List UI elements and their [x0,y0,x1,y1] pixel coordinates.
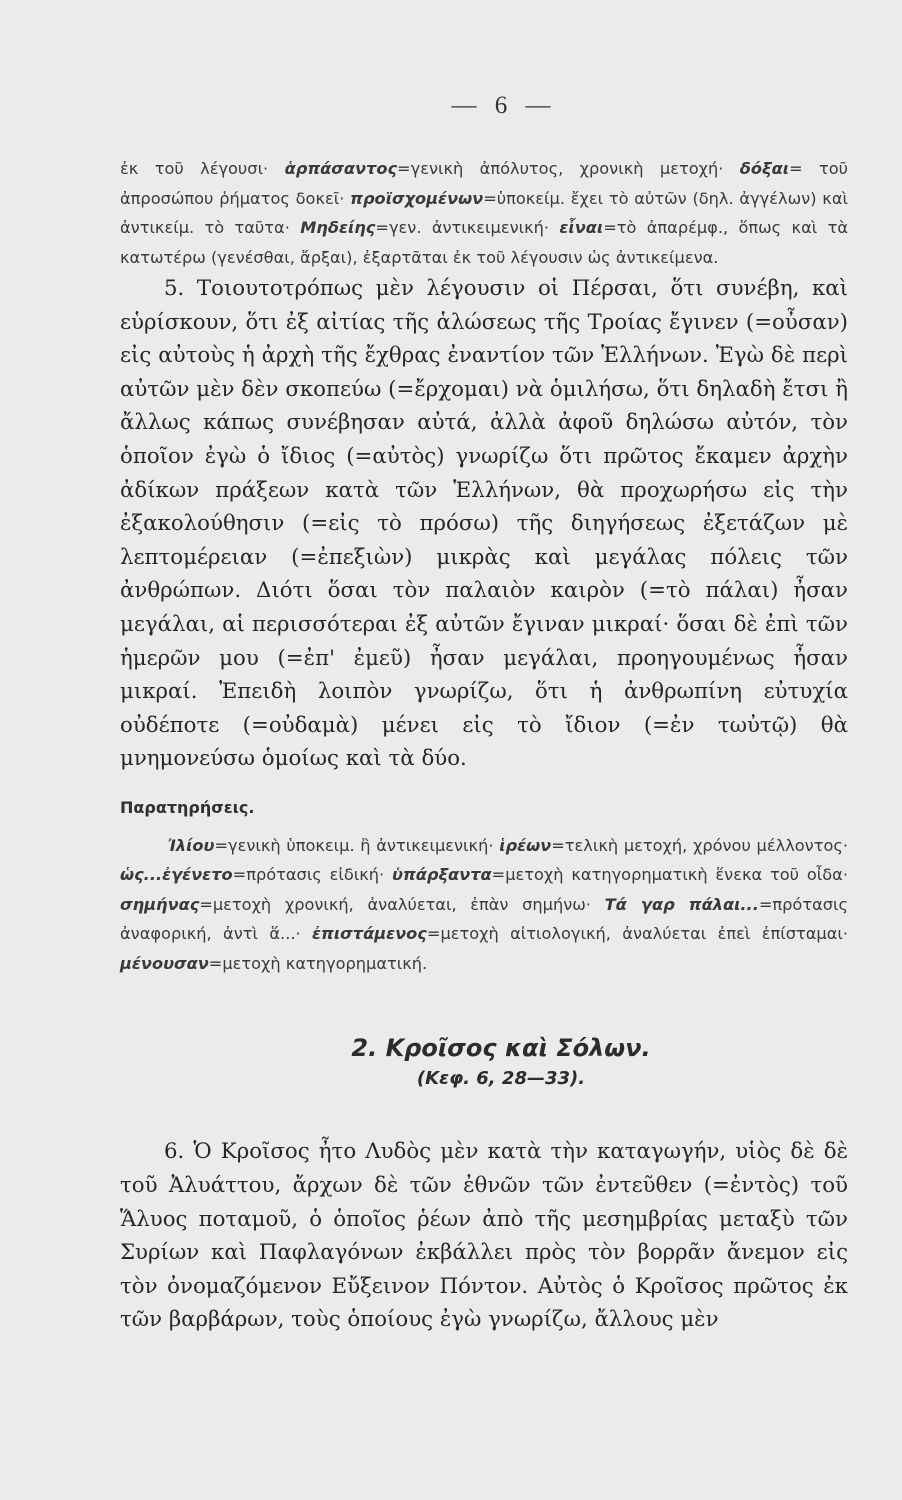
main-text-section [120,272,848,776]
paragraph-5: 5. Τοιουτοτρόπως μὲν λέγουσιν οἱ Πέρσαι, ὅτι συνέβη, καὶ εὑρίσκουν, ὅτι ἐξ αἰτίας τῆς ἁλώσεως τῆς Τροίας ἔγινεν (=οὖσαν) εἰς αὐτοὺς ἡ ἀρχὴ τῆς ἔχθρας ἐναντίον τῶν Ἑλλήνων. Ἐγὼ δὲ περὶ αὐτῶν μὲν δὲν σκοπεύω (=ἔρχομαι) νὰ ὁμιλήσω, ὅτι δηλαδὴ ἔτσι ἢ ἄλλως κάπως συνέβησαν αὐτά, ἀλλὰ ἀφοῦ δηλώσω αὐτόν, τὸν ὁποῖον ἐγὼ ὁ ἴδιος (=αὐτὸς) γνωρίζω ὅτι πρῶτος ἔκαμεν ἀρχὴν ἀδίκων πράξεων κατὰ τῶν Ἑλλήνων, θὰ προχωρήσω εἰς τὴν ἐξακολούθησιν (=εἰς τὸ πρόσω) τῆς διηγήσεως ἐξετάζων μὲ λεπτομέρειαν (=ἐπεξιὼν) μικρὰς καὶ μεγάλας πόλεις τῶν ἀνθρώπων. Διότι ὅσαι τὸν παλαιὸν καιρὸν (=τὸ πάλαι) ἦσαν μεγάλαι, αἱ περισσότεραι ἐξ αὐτῶν ἔγιναν μικραί· ὅσαι δὲ ἐπὶ τῶν ἡμερῶν μου (=ἐπ' ἐμεῦ) ἦσαν μεγάλαι, προηγουμένως ἦσαν μικραί. Ἐπειδὴ λοιπὸν γνωρίζω, ὅτι ἡ ἀνθρωπίνη εὐτυχία οὐδέποτε (=οὐδαμὰ) μένει εἰς τὸ ἴδιον (=ἐν τωὐτῷ) θὰ μνημονεύσω ὁμοίως καὶ τὰ δύο. [120,276,848,772]
glossary-term: ἁρπάσαντος [284,159,398,178]
note-text: =πρότασις ἀναφορική, ἀντὶ ἅ...· [120,894,848,944]
note-text: =τελικὴ μετοχή, χρόνου μέλλοντος· [551,835,848,855]
glossary-term: μένουσαν [120,953,209,973]
section-title: 2. Κροῖσος καὶ Σόλων. [351,1034,651,1063]
glossary-term: δόξαι [739,159,789,178]
note-text: =μετοχὴ αἰτιολογική, ἀναλύεται ἐπεὶ ἐπίσταμαι· [426,924,848,944]
note-text: ἐκ τοῦ λέγουσι· [120,159,285,178]
note-text: =γενικὴ ἀπόλυτος, χρονικὴ μετοχή· [397,159,740,178]
glossary-term: Τά γαρ πάλαι... [604,894,759,914]
note-text: =γεν. ἀντικειμενική· [375,218,560,237]
glossary-term: ἱρέων [499,835,552,855]
note-text: =μετοχὴ κατηγορηματικὴ ἕνεκα τοῦ οἶδα· [491,865,848,885]
section-subtitle: (Κεφ. 6, 28—33). [416,1068,586,1090]
note-text: =ὑποκείμ. ἔχει τὸ αὐτῶν (δηλ. ἀγγέλων) καὶ ἀντικείμ. τὸ ταῦτα· [120,188,848,237]
glossary-term: Μηδείης [300,218,376,237]
footnotes-section [120,154,848,272]
glossary-term: ὡς...ἐγένετο [120,865,233,885]
glossary-term: Ἰλίου [168,835,215,855]
paragraph-6: 6. Ὁ Κροῖσος ἦτο Λυδὸς μὲν κατὰ τὴν καταγωγήν, υἱὸς δὲ δὲ τοῦ Ἀλυάττου, ἄρχων δὲ τῶν ἐθνῶν τῶν ἐντεῦθεν (=ἐντὸς) τοῦ Ἅλυος ποταμοῦ, ὁ ὁποῖος ῥέων ἀπὸ τῆς μεσημβρίας μεταξὺ τῶν Συρίων καὶ Παφλαγόνων ἐκβάλλει πρὸς τὸν βορρᾶν ἄνεμον εἰς τὸν ὀνομαζόμενον Εὔξεινον Πόντον. Αὐτὸς ὁ Κροῖσος πρῶτος ἐκ τῶν βαρβάρων, τοὺς ὁποίους ἐγὼ γνωρίζω, ἄλλους μὲν [120,1139,848,1333]
page-number: — 6 — [451,92,557,119]
glossary-term: σημήνας [120,894,200,914]
main-text-section-2 [120,1135,848,1337]
remarks-heading: Παρατηρήσεις. [120,797,255,817]
remarks-paragraph [120,831,848,979]
glossary-term: ἐπιστάμενος [312,924,427,944]
glossary-term: ὑπάρξαντα [392,865,492,885]
glossary-term: προϊσχομένων [350,188,484,208]
note-text: =τὸ ἀπαρέμφ., ὅπως καὶ τὰ κατωτέρω (γενέσθαι, ἄρξαι), ἐξαρτᾶται ἐκ τοῦ λέγουσιν ὡς ἀντικείμενα. [120,218,848,267]
note-text: =πρότασις εἰδική· [232,865,393,885]
note-text: =μετοχὴ χρονική, ἀναλύεται, ἐπὰν σημήνω· [199,894,605,914]
note-text: =γενικὴ ὑποκειμ. ἢ ἀντικειμενική· [214,835,500,855]
notes-paragraph [120,154,848,272]
note-text: =μετοχὴ κατηγορηματική. [208,953,428,973]
note-text: = τοῦ ἀπροσώπου ῥήματος δοκεῖ· [120,159,848,208]
glossary-term: εἶναι [559,218,604,237]
remarks-section [120,831,848,979]
